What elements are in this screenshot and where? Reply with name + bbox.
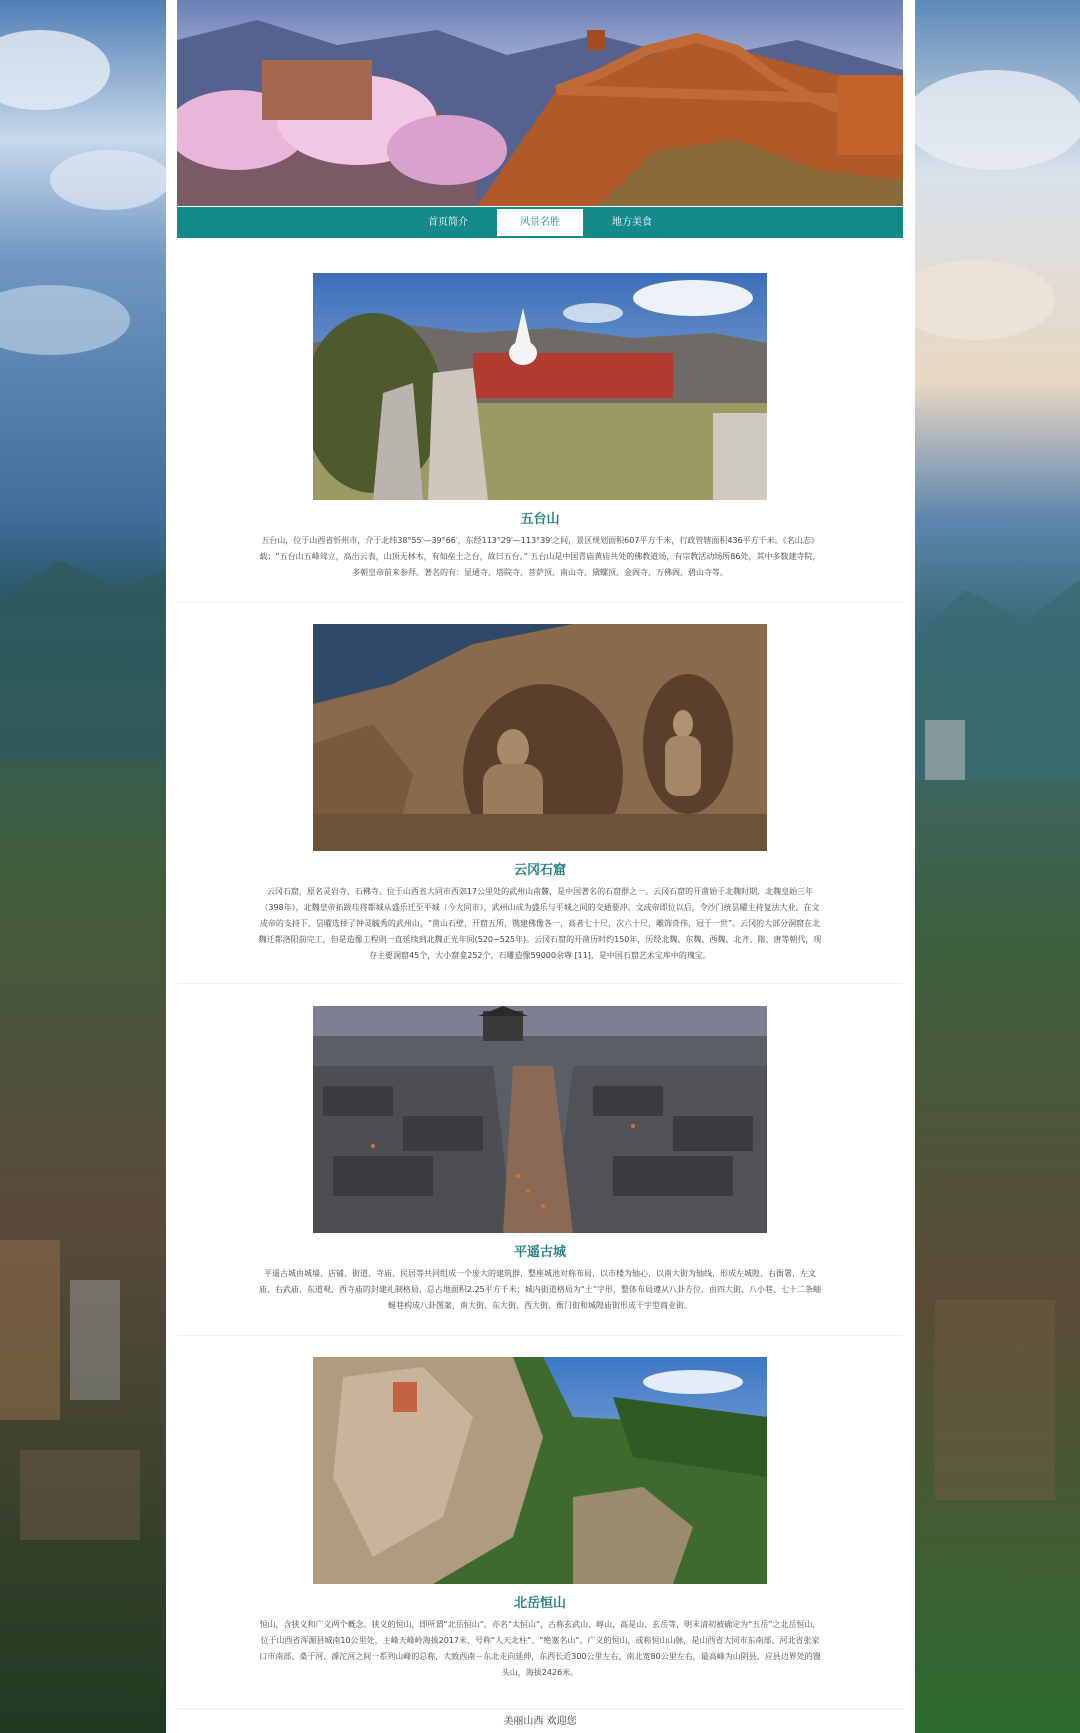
scenic-spot-description: 云冈石窟，原名灵岩寺、石佛寺。位于山西省大同市西郊17公里处的武州山南麓，是中国著名的石窟群之一。云冈石窟的开凿始于北魏时期，北魏皇始三年（398年），北魏皇帝拓跋珪将都城从盛乐迁至平城（今大同市），武州山成为盛乐与平城之间的交通要冲。文成帝即位以后，令沙门统昙曜主持复法大业。在文成帝的支持下，昙曜选择了钟灵毓秀的武州山，“凿山石壁，开窟五所，镌建佛像各一，高者七十尺，次六十尺，雕饰奇伟，冠于一世”。云冈的大部分洞窟在北魏迁都洛阳前完工，但是造像工程则一直延续到北魏正光年间(520~525年)。云冈石窟的开凿历时约150年，历经北魏、东魏、西魏、北齐、隋、唐等朝代，现存主要洞窟45个，大小窟龛252个，石雕造像59000余尊 [11]，是中国石窟艺术宝库中的瑰宝。 xyxy=(258,887,822,960)
header-banner-image xyxy=(177,0,903,206)
scenic-spot-title: 云冈石窟 xyxy=(513,863,566,878)
scenic-spot-card xyxy=(177,624,903,984)
background-scenery-left xyxy=(0,0,166,1733)
scenic-spot-title: 北岳恒山 xyxy=(513,1596,566,1611)
main-content-panel xyxy=(166,0,915,1733)
nav-item-scenic-spots[interactable]: 风景名胜 xyxy=(497,209,583,236)
scenic-spot-photo xyxy=(313,273,767,500)
scenic-spot-description: 平遥古城由城墙、店铺、街道、寺庙、民居等共同组成一个庞大的建筑群，整座城池对称布局，以市楼为轴心，以南大街为轴线，形成左城隍、右衙署，左文庙、右武庙，东道观、西寺庙的封建礼制格局，总占地面积2.25平方千米；城内街道格局为“土”字形，整体布局遵从八卦方位，由四大街、八小巷、七十二条蚰蜒巷构成八卦图案，南大街、东大街、西大街、衙门街和城隍庙街形成干字型商业街。 xyxy=(258,1269,822,1310)
nav-item-local-food[interactable]: 地方美食 xyxy=(612,217,652,228)
scenic-spot-card xyxy=(177,1006,903,1336)
footer-text: 美丽山西 欢迎您 xyxy=(503,1716,577,1727)
scenic-spot-photo xyxy=(313,1357,767,1584)
nav-item-home-intro[interactable]: 首页简介 xyxy=(428,217,468,228)
main-nav-bar xyxy=(177,207,903,238)
background-scenery-right xyxy=(915,0,1080,1733)
scenic-spot-title: 平遥古城 xyxy=(513,1245,566,1260)
scenic-spot-description: 恒山，含狭义和广义两个概念。狭义的恒山，即所谓“北岳恒山”，亦名“太恒山”，古称玄武山、崞山，高是山、玄岳等，明末清初被确定为“五岳”之北岳恒山，位于山西省浑源县城南10公里处，主峰天峰岭海拔2017米，号称“人天北柱”、“绝塞名山”。广义的恒山，或称恒山山脉，是山西省大同市东南部、河北省张家口市南部、桑干河、滹沱河之间一系列山峰的总称，大致西南－东北走向延伸，东西长近300公里左右，南北宽80公里左右，最高峰为山阴县、应县边界处的馒头山，海拔2426米。 xyxy=(259,1620,821,1677)
scenic-spot-card xyxy=(177,273,903,603)
scenic-spot-photo xyxy=(313,1006,767,1233)
scenic-spot-photo xyxy=(313,624,767,851)
scenic-spot-description: 五台山，位于山西省忻州市，介于北纬38°55′—39°66′，东经113°29′—113°39′之间，景区规划面积607平方千米，行政管辖面积436平方千米。《名山志》载：“五台山五峰耸立，高出云表，山顶无林木，有如垒土之台，故曰五台。” 五台山是中国青庙黄庙共处的佛教道场，有宗教活动场所86处，其中多数建寺院，多朝皇帝前来参拜。著名的有：显通寺、塔院寺、菩萨顶、南山寺、黛螺顶、金阁寺、万佛阁、碧山寺等。 xyxy=(259,536,821,577)
scenic-spot-card xyxy=(177,1357,903,1709)
scenic-spot-title: 五台山 xyxy=(520,512,560,527)
